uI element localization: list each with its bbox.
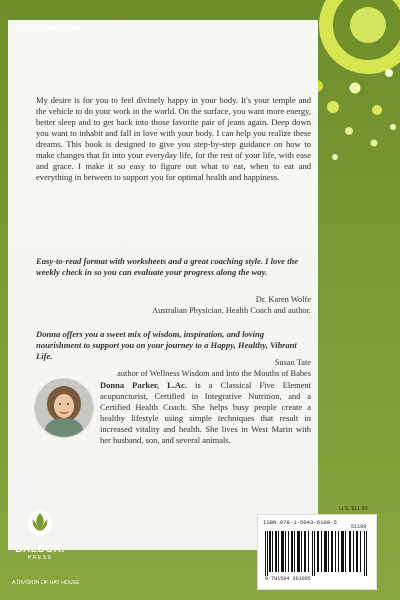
description-paragraph: My desire is for you to feel divinely happy in your body. It's your temple and the vehicle to do your work in the world. On the surface, you want more energy, better sleep and to get back into those favorite pair of jeans again. Deep down you want to inhabit and fall in love with your body. I can help you realize these dreams. This book is designed to give you step-by-step guidance on how to make changes that fit into your everyday life, for the rest of your life, with ease and grace. I make it so easy to figure out what to eat, when to eat and everything in between to support you for optimal health and happiness.: [36, 95, 311, 182]
barcode-price-code: 51199: [351, 524, 367, 530]
author-photo-image: [35, 379, 93, 437]
testimonial-role-1: Australian Physician, Health Coach and author.: [152, 306, 311, 315]
testimonial-attribution-1: [36, 294, 311, 316]
publisher-division: A DIVISION OF HAY HOUSE: [12, 580, 80, 586]
testimonial-role-2: author of Wellness Wisdom and Into the Mouths of Babes: [117, 369, 311, 378]
author-bio: [100, 380, 311, 446]
publisher-name: BALBOA.: [15, 544, 65, 555]
testimonial-attribution-2: [36, 357, 311, 379]
lotus-icon: [26, 507, 54, 537]
publisher-press: PRESS: [27, 555, 53, 561]
author-photo: [34, 378, 94, 438]
price-label: U.S. $11.99: [339, 506, 368, 512]
testimonial-quote-2: Donna offers you a sweet mix of wisdom, inspiration, and loving nourishment to support you on your journey to a Happy, Healthy, Vibrant Life.: [36, 329, 297, 362]
barcode-number: 9 781504 361095: [265, 576, 311, 582]
testimonial-quote-1: Easy-to-read format with worksheets and a great coaching style. I love the weekly check in so you can evaluate your progress along the way.: [36, 256, 299, 278]
category-label: HEALTH/FITNESS/DIET: [12, 25, 85, 32]
author-name: Donna Parker, L.Ac.: [100, 380, 187, 390]
isbn-barcode: [257, 514, 377, 590]
isbn-text: ISBN 978-1-5043-6109-5: [263, 519, 337, 526]
publisher-logo: [10, 503, 70, 591]
barcode-bars: [265, 531, 370, 576]
author-bio-text: is a Classical Five Element acupuncturist, Certified in Integrative Nutrition, and a Certified Health Coach. She helps busy people create a healthy lifestyle using simple techniques that result in increased vitality and health. She lives in West Marin with her husband, son, and several animals.: [100, 380, 311, 445]
testimonial-author-1: Dr. Karen Wolfe: [255, 295, 311, 304]
testimonial-author-2: Susan Tate: [274, 358, 311, 367]
